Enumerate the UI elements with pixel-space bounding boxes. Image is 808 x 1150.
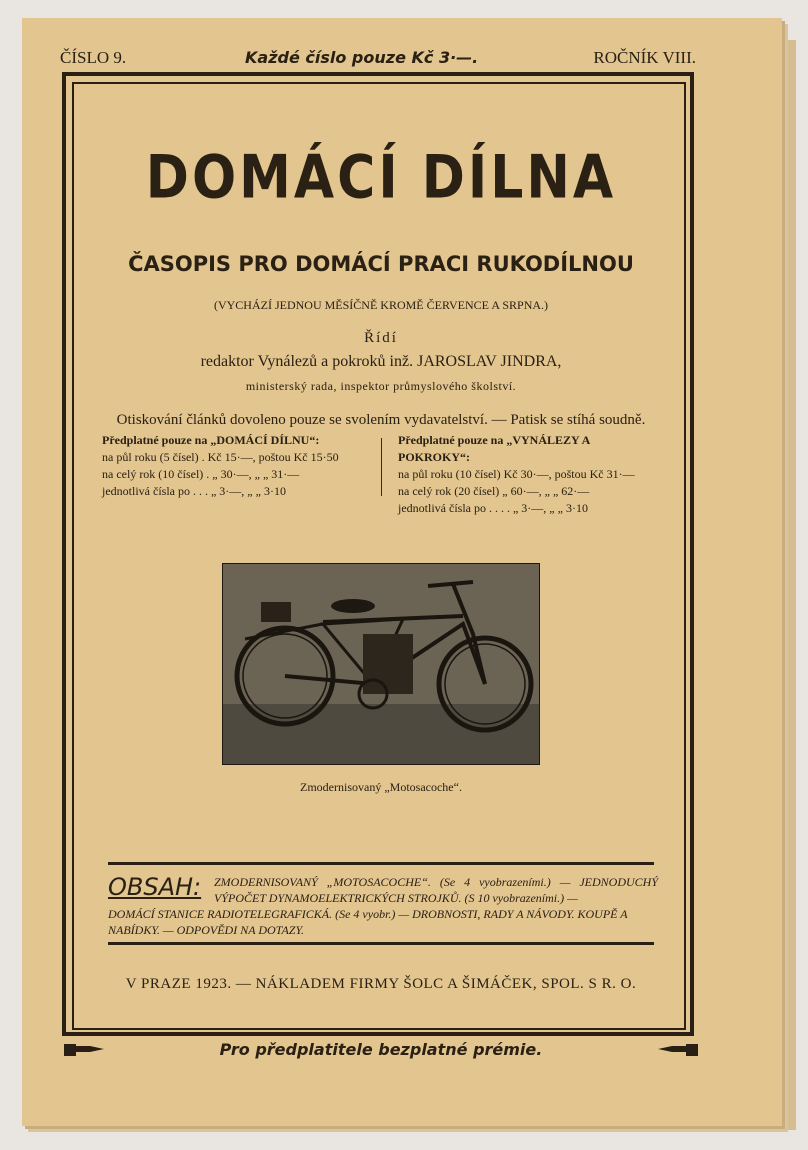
magazine-title: DOMÁCÍ DÍLNA	[145, 143, 617, 213]
subscription-line: jednotlivá čísla po . . . . „ 3·—, „ „ 3·10	[398, 501, 588, 515]
editor-line: redaktor Vynálezů a pokroků inž. JAROSLAV JINDRA,	[200, 353, 562, 370]
contents-bottom-rule	[108, 942, 654, 945]
figure-caption: Zmodernisovaný „Motosacoche“.	[300, 780, 462, 794]
publisher-line: V PRAZE 1923. — NÁKLADEM FIRMY ŠOLC A ŠIMÁČEK, SPOL. S R. O.	[125, 976, 637, 992]
premium-note: Pro předplatitele bezplatné prémie.	[219, 1040, 543, 1059]
subscription-domaci-dilna	[102, 432, 377, 500]
page-edge-stack	[782, 40, 796, 1130]
motorcycle-photo	[222, 563, 540, 765]
subscription-line: jednotlivá čísla po . . . „ 3·—, „ „ 3·10	[102, 484, 286, 498]
column-divider	[381, 438, 382, 496]
price-note: Každé číslo pouze Kč 3·—.	[245, 48, 479, 67]
pointing-hand-left-icon	[654, 1042, 698, 1058]
subscription-line: na celý rok (10 čísel) . „ 30·—, „ „ 31·—	[102, 467, 300, 481]
issue-number: ČÍSLO 9.	[60, 48, 127, 67]
subscription-heading: Předplatné pouze na „VYNÁLEZY A POKROKY“:	[398, 433, 590, 464]
header-row	[60, 48, 696, 74]
subscription-vynalezy	[398, 432, 658, 517]
contents-text-rest: DOMÁCÍ STANICE RADIOTELEGRAFICKÁ. (Se 4 vyobr.) — DROBNOSTI, RADY A NÁVODY. KOUPĚ A NABÍDKY. — ODPOVĚDI NA DOTAZY.	[108, 907, 628, 937]
contents-top-rule	[108, 862, 654, 865]
copyright-note: Otiskování článků dovoleno pouze se svolením vydavatelství. — Patisk se stíhá soudně.	[116, 412, 646, 428]
motorcycle-illustration	[223, 564, 539, 764]
contents-label: OBSAH:	[108, 873, 202, 901]
subscription-line: na celý rok (20 čísel) „ 60·—, „ „ 62·—	[398, 484, 590, 498]
volume-number: ROČNÍK VIII.	[593, 48, 696, 67]
editor-title: ministerský rada, inspektor průmyslového školství.	[245, 379, 517, 393]
subscription-heading: Předplatné pouze na „DOMÁCÍ DÍLNU“:	[102, 433, 320, 447]
magazine-subtitle: ČASOPIS PRO DOMÁCÍ PRACI RUKODÍLNOU	[128, 252, 634, 276]
edited-by-label: Řídí	[364, 330, 398, 346]
frequency-note: (VYCHÁZÍ JEDNOU MĚSÍČNĚ KROMĚ ČERVENCE A SRPNA.)	[213, 298, 549, 312]
contents-text-first: ZMODERNISOVANÝ „MOTOSACOCHE“. (Se 4 vyobrazeními.) — JEDNODUCHÝ VÝPOČET DYNAMOELEKTRICKÝCH STROJKŮ. (S 10 vyobrazeními.) —	[214, 875, 658, 905]
subscription-line: na půl roku (5 čísel) . Kč 15·—, poštou Kč 15·50	[102, 450, 339, 464]
subscription-line: na půl roku (10 čísel) Kč 30·—, poštou Kč 31·—	[398, 467, 635, 481]
